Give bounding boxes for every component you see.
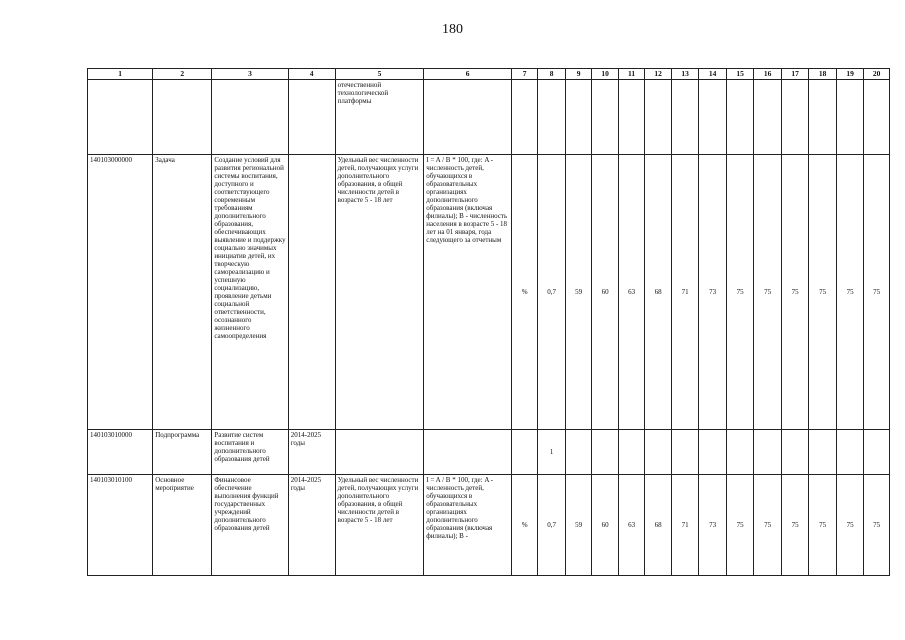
row-value: 60	[592, 155, 618, 430]
col-header: 8	[538, 69, 566, 80]
indicator-table	[87, 68, 890, 576]
row-value	[781, 430, 809, 475]
row-value: 75	[781, 475, 809, 576]
table-row	[88, 475, 890, 576]
row-value	[754, 430, 782, 475]
row-years	[288, 155, 335, 430]
row-value	[671, 430, 699, 475]
row-code: 140103010000	[88, 430, 153, 475]
table-row	[88, 155, 890, 430]
col-header: 4	[288, 69, 335, 80]
row-value: 75	[836, 155, 864, 430]
header-row	[88, 69, 890, 80]
row-value	[565, 430, 591, 475]
col-header: 13	[671, 69, 699, 80]
col-header: 1	[88, 69, 153, 80]
row-value: 1	[538, 430, 566, 475]
col-header: 18	[809, 69, 837, 80]
row-value	[864, 430, 890, 475]
row-value: 59	[565, 155, 591, 430]
row-value: 63	[618, 475, 644, 576]
row-value: 75	[726, 155, 754, 430]
col-header: 2	[153, 69, 212, 80]
col-header: 6	[424, 69, 512, 80]
row-value	[565, 80, 591, 155]
row-unit: %	[511, 155, 537, 430]
row-name: Развитие систем воспитания и дополнительного образования детей	[212, 430, 288, 475]
row-type: Основное мероприятие	[153, 475, 212, 576]
row-name: Создание условий для развития региональной системы воспитания, доступного и соответствующего современным требованиям дополнительного образования, обеспечивающих выявление и поддержку социально значимых инициатив детей, их творческую самореализацию и успешную социализацию, проявление детьми социальной ответственности, осознанного жизненного самоопределения	[212, 155, 288, 430]
row-value	[754, 80, 782, 155]
col-header: 10	[592, 69, 618, 80]
row-value	[809, 80, 837, 155]
row-value: 68	[645, 475, 671, 576]
row-value	[864, 80, 890, 155]
row-formula: I = A / B * 100, где: A - численность детей, обучающихся в образовательных организациях дополнительного образования (включая филиалы); B - численность населения в возрасте 5 - 18 лет на 01 января, года следующего за отчетным	[424, 155, 512, 430]
row-value	[699, 80, 727, 155]
row-indicator: отечественной технологической платформы	[335, 80, 424, 155]
row-value: 75	[864, 155, 890, 430]
row-name	[212, 80, 288, 155]
col-header: 16	[754, 69, 782, 80]
row-value	[538, 80, 566, 155]
row-unit	[511, 430, 537, 475]
row-indicator	[335, 430, 424, 475]
row-code	[88, 80, 153, 155]
row-value	[726, 430, 754, 475]
row-type: Задача	[153, 155, 212, 430]
row-years	[288, 80, 335, 155]
row-formula	[424, 80, 512, 155]
col-header: 12	[645, 69, 671, 80]
row-value	[645, 430, 671, 475]
row-value: 0,7	[538, 475, 566, 576]
row-type: Подпрограмма	[153, 430, 212, 475]
row-value: 75	[781, 155, 809, 430]
row-value	[671, 80, 699, 155]
row-value: 63	[618, 155, 644, 430]
row-value: 0,7	[538, 155, 566, 430]
row-value: 59	[565, 475, 591, 576]
row-value	[618, 430, 644, 475]
row-years: 2014-2025 годы	[288, 430, 335, 475]
row-value: 60	[592, 475, 618, 576]
row-code: 140103000000	[88, 155, 153, 430]
row-value: 75	[864, 475, 890, 576]
row-formula	[424, 430, 512, 475]
col-header: 9	[565, 69, 591, 80]
row-value: 73	[699, 155, 727, 430]
row-indicator: Удельный вес численности детей, получающих услуги дополнительного образования, в общей численности детей в возрасте 5 - 18 лет	[335, 475, 424, 576]
row-value	[592, 430, 618, 475]
page-number: 180	[442, 22, 463, 37]
row-value: 71	[671, 475, 699, 576]
row-value	[699, 430, 727, 475]
row-name: Финансовое обеспечение выполнения функций государственных учреждений дополнительного образования детей	[212, 475, 288, 576]
row-value: 75	[809, 155, 837, 430]
row-value	[809, 430, 837, 475]
col-header: 11	[618, 69, 644, 80]
row-value: 75	[754, 475, 782, 576]
table-row	[88, 430, 890, 475]
row-value: 75	[809, 475, 837, 576]
row-value: 75	[836, 475, 864, 576]
row-unit: %	[511, 475, 537, 576]
row-years: 2014-2025 годы	[288, 475, 335, 576]
row-value	[726, 80, 754, 155]
col-header: 3	[212, 69, 288, 80]
col-header: 5	[335, 69, 424, 80]
row-value	[836, 430, 864, 475]
col-header: 7	[511, 69, 537, 80]
row-value	[645, 80, 671, 155]
row-value: 68	[645, 155, 671, 430]
row-value	[836, 80, 864, 155]
col-header: 20	[864, 69, 890, 80]
row-unit	[511, 80, 537, 155]
row-value: 71	[671, 155, 699, 430]
col-header: 14	[699, 69, 727, 80]
row-value	[618, 80, 644, 155]
col-header: 19	[836, 69, 864, 80]
row-value	[781, 80, 809, 155]
row-value: 75	[726, 475, 754, 576]
row-formula: I = A / B * 100, где: A - численность детей, обучающихся в образовательных организациях дополнительного образования (включая филиалы); B -	[424, 475, 512, 576]
row-value: 75	[754, 155, 782, 430]
row-indicator: Удельный вес численности детей, получающих услуги дополнительного образования, в общей численности детей в возрасте 5 - 18 лет	[335, 155, 424, 430]
col-header: 17	[781, 69, 809, 80]
row-value	[592, 80, 618, 155]
row-value: 73	[699, 475, 727, 576]
row-type	[153, 80, 212, 155]
row-code: 140103010100	[88, 475, 153, 576]
table-row	[88, 80, 890, 155]
col-header: 15	[726, 69, 754, 80]
